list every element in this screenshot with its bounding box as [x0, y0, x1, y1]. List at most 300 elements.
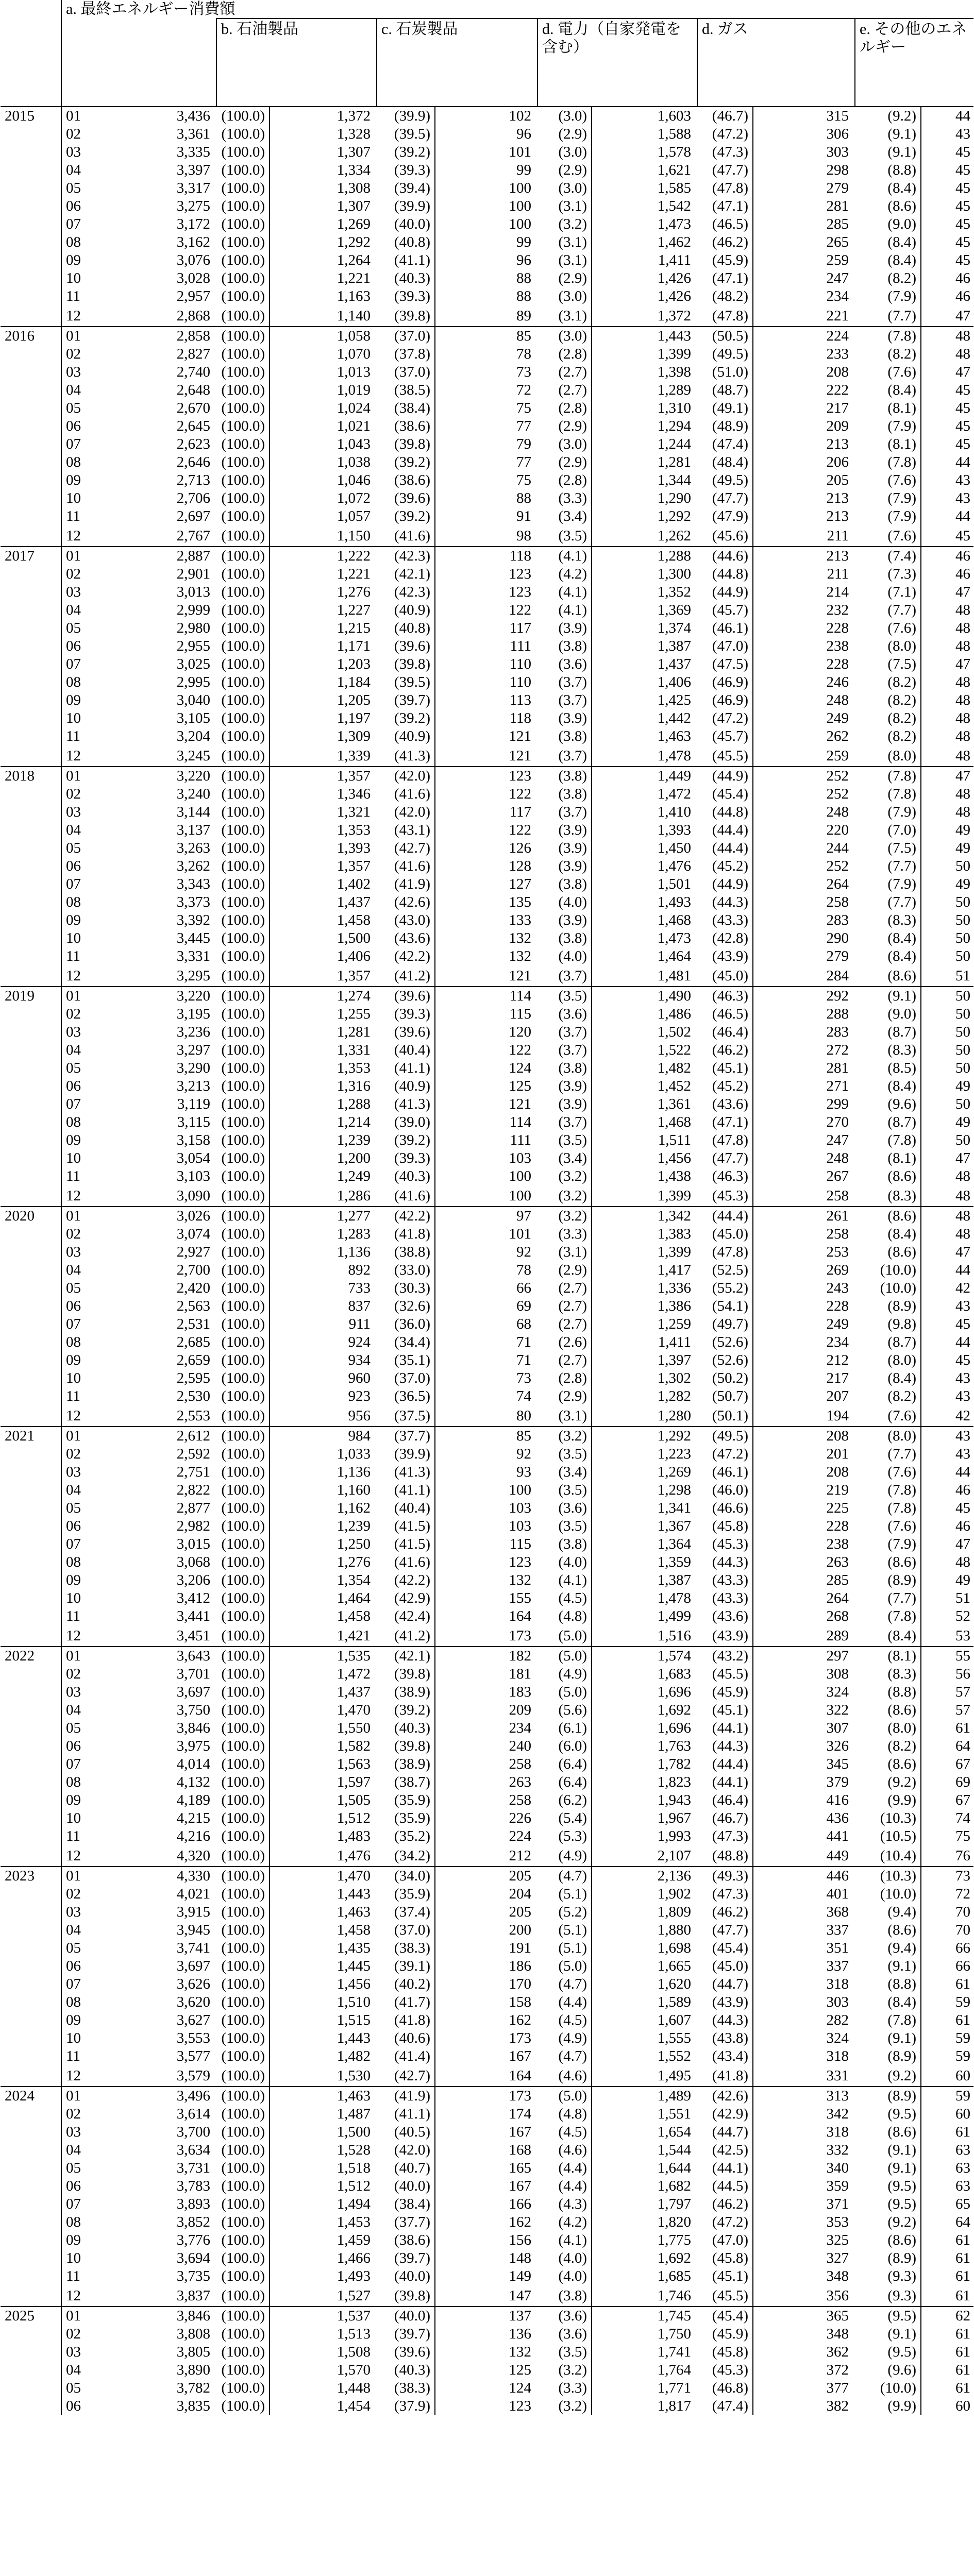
coal-share-cell: (4.6): [538, 2141, 592, 2159]
gas-value-cell: 353: [826, 2214, 849, 2230]
gas-share-cell: (8.4): [855, 947, 921, 965]
coal-share-cell: (5.3): [538, 1827, 592, 1845]
total-value-cell: 3,236: [176, 1024, 210, 1040]
coal-value-cell: 103: [509, 1500, 531, 1516]
table-row: [1, 2397, 973, 2415]
year-cell: [1, 1261, 61, 1279]
gas-value-cell: 441: [826, 1828, 849, 1844]
gas-value-cell: 290: [826, 930, 849, 946]
table-row: [1, 381, 973, 399]
total-value-cell: 3,397: [176, 162, 210, 178]
other-value-cell: 70: [955, 1922, 971, 1938]
total-value-cell: 2,868: [102, 306, 216, 327]
year-cell: [1, 417, 61, 435]
year-cell: [1, 287, 61, 306]
electricity-value-cell: 1,555: [657, 2030, 691, 2046]
electricity-value-cell: 1,387: [657, 1572, 691, 1588]
coal-share-cell: (4.1): [538, 547, 592, 565]
total-share-cell: (100.0): [216, 1041, 270, 1059]
petroleum-value-cell: 1,214: [337, 1114, 371, 1130]
gas-value-cell: 249: [826, 710, 849, 726]
total-share-cell: (100.0): [216, 1243, 270, 1261]
coal-share-cell: (4.2): [538, 2213, 592, 2231]
petroleum-share-cell: (42.2): [377, 947, 435, 965]
month-cell: 12: [61, 1185, 102, 1207]
table-row: [1, 1975, 973, 1993]
other-value-cell: 61: [955, 2344, 971, 2360]
month-cell: 10: [66, 490, 81, 506]
total-value-cell: 2,553: [102, 1405, 216, 1427]
total-share-cell: (100.0): [216, 1827, 270, 1845]
electricity-share-cell: (45.2): [697, 857, 753, 875]
electricity-value-cell: 1,463: [657, 728, 691, 744]
petroleum-share-cell: (39.7): [377, 2249, 435, 2267]
petroleum-share-cell: (39.6): [377, 489, 435, 507]
total-value-cell: 2,592: [176, 1446, 210, 1462]
total-value-cell: 3,040: [176, 692, 210, 708]
coal-value-cell: 224: [509, 1828, 531, 1844]
petroleum-share-cell: (38.8): [377, 1243, 435, 1261]
gas-share-cell: (8.6): [855, 2231, 921, 2249]
gas-share-cell: (8.1): [855, 1149, 921, 1167]
petroleum-value-cell: 1,150: [270, 526, 377, 547]
petroleum-value-cell: 1,513: [337, 2326, 371, 2342]
electricity-value-cell: 1,746: [592, 2285, 697, 2307]
other-value-cell: 47: [955, 656, 971, 672]
gas-value-cell: 228: [826, 656, 849, 672]
coal-value-cell: 132: [509, 1572, 531, 1588]
gas-share-cell: (9.1): [855, 2141, 921, 2159]
coal-value-cell: 121: [435, 745, 538, 767]
coal-share-cell: (2.9): [538, 1387, 592, 1405]
year-cell: [1, 1625, 61, 1647]
year-cell: [1, 2343, 61, 2361]
total-share-cell: (100.0): [216, 1683, 270, 1701]
table-row: [1, 1279, 973, 1297]
gas-share-cell: (8.6): [855, 197, 921, 215]
month-cell: 07: [66, 876, 81, 892]
year-cell: [1, 2029, 61, 2047]
other-value-cell: 74: [955, 1810, 971, 1826]
electricity-value-cell: 1,426: [657, 288, 691, 304]
petroleum-share-cell: (32.6): [377, 1297, 435, 1315]
table-row: [1, 1481, 973, 1499]
petroleum-share-cell: (43.6): [377, 929, 435, 947]
gas-value-cell: 205: [826, 472, 849, 488]
coal-share-cell: (3.9): [538, 619, 592, 637]
electricity-value-cell: 1,817: [657, 2398, 691, 2414]
table-row: [1, 1737, 973, 1755]
petroleum-value-cell: 1,512: [337, 1810, 371, 1826]
total-value-cell: 2,927: [176, 1244, 210, 1260]
gas-share-cell: (9.5): [855, 2343, 921, 2361]
table-row: [1, 2343, 973, 2361]
petroleum-share-cell: (38.3): [377, 1939, 435, 1957]
petroleum-value-cell: 1,466: [337, 2250, 371, 2266]
petroleum-value-cell: 1,033: [337, 1446, 371, 1462]
other-value-cell: 45: [955, 234, 971, 250]
electricity-value-cell: 1,280: [592, 1405, 697, 1427]
coal-share-cell: (4.5): [538, 2123, 592, 2141]
table-row: [1, 785, 973, 803]
gas-share-cell: (7.8): [855, 1607, 921, 1625]
gas-value-cell: 306: [826, 126, 849, 142]
table-row: [1, 2011, 973, 2029]
petroleum-value-cell: 1,563: [337, 1756, 371, 1772]
gas-value-cell: 222: [826, 382, 849, 398]
month-cell: 04: [66, 382, 81, 398]
year-cell: [1, 435, 61, 453]
electricity-value-cell: 1,522: [657, 1042, 691, 1058]
petroleum-share-cell: (41.1): [377, 1059, 435, 1077]
table-row: [1, 1077, 973, 1095]
electricity-share-cell: (43.3): [697, 1589, 753, 1607]
petroleum-value-cell: 1,458: [337, 912, 371, 928]
gas-share-cell: (9.1): [855, 143, 921, 161]
other-value-cell: 64: [955, 2214, 971, 2230]
table-row: [1, 489, 973, 507]
electricity-share-cell: (45.1): [697, 1059, 753, 1077]
gas-share-cell: (8.6): [855, 1207, 921, 1225]
other-value-cell: 46: [955, 288, 971, 304]
petroleum-share-cell: (40.6): [377, 2029, 435, 2047]
other-value-cell: 73: [955, 1868, 971, 1884]
year-cell: [1, 489, 61, 507]
gas-value-cell: 348: [826, 2326, 849, 2342]
total-value-cell: 2,999: [176, 602, 210, 618]
total-value-cell: 2,685: [176, 1334, 210, 1350]
total-value-cell: 3,741: [176, 1940, 210, 1956]
other-value-cell: 51: [921, 965, 973, 987]
total-share-cell: (100.0): [216, 2343, 270, 2361]
petroleum-share-cell: (41.6): [377, 857, 435, 875]
coal-value-cell: 100: [509, 1168, 531, 1184]
coal-share-cell: (2.9): [538, 417, 592, 435]
electricity-share-cell: (45.1): [697, 2267, 753, 2285]
year-cell: [1, 1921, 61, 1939]
electricity-value-cell: 1,797: [657, 2196, 691, 2212]
gas-value-cell: 244: [826, 840, 849, 856]
month-cell: 12: [61, 1845, 102, 1867]
table-row: [1, 1867, 973, 1885]
month-cell: 03: [66, 2124, 81, 2140]
electricity-value-cell: 1,352: [657, 584, 691, 600]
coal-value-cell: 110: [509, 674, 531, 690]
total-value-cell: 3,317: [176, 180, 210, 196]
petroleum-share-cell: (42.3): [377, 547, 435, 565]
coal-value-cell: 123: [509, 1554, 531, 1570]
year-cell: [1, 2065, 61, 2087]
petroleum-value-cell: 911: [348, 1316, 371, 1332]
total-share-cell: (100.0): [216, 1279, 270, 1297]
petroleum-share-cell: (40.3): [377, 2361, 435, 2379]
petroleum-value-cell: 1,239: [337, 1132, 371, 1148]
total-share-cell: (100.0): [216, 583, 270, 601]
gas-value-cell: 211: [827, 566, 849, 582]
coal-value-cell: 121: [509, 1096, 531, 1112]
petroleum-share-cell: (40.9): [377, 727, 435, 745]
table-row: [1, 1243, 973, 1261]
petroleum-value-cell: 1,200: [337, 1150, 371, 1166]
coal-share-cell: (3.7): [538, 673, 592, 691]
electricity-value-cell: 1,696: [657, 1684, 691, 1700]
table-row: [1, 1315, 973, 1333]
gas-share-cell: (9.2): [855, 2213, 921, 2231]
table-row: [1, 637, 973, 655]
table-row: [1, 1351, 973, 1369]
other-value-cell: 48: [955, 710, 971, 726]
other-value-cell: 76: [921, 1845, 973, 1867]
petroleum-share-cell: (38.6): [377, 2231, 435, 2249]
gas-value-cell: 259: [826, 252, 849, 268]
electricity-share-cell: (47.8): [697, 179, 753, 197]
month-cell: 09: [66, 912, 81, 928]
petroleum-share-cell: (38.7): [377, 1773, 435, 1791]
table-row: [1, 1719, 973, 1737]
petroleum-value-cell: 837: [348, 1298, 371, 1314]
other-value-cell: 49: [955, 1078, 971, 1094]
month-cell: 05: [66, 180, 81, 196]
total-share-cell: (100.0): [216, 489, 270, 507]
gas-value-cell: 416: [826, 1792, 849, 1808]
table-row: [1, 839, 973, 857]
petroleum-share-cell: (41.1): [377, 2105, 435, 2123]
gas-value-cell: 289: [753, 1625, 855, 1647]
electricity-value-cell: 1,542: [657, 198, 691, 214]
electricity-share-cell: (44.4): [697, 839, 753, 857]
total-value-cell: 3,090: [102, 1185, 216, 1207]
coal-value-cell: 75: [516, 400, 531, 416]
month-cell: 06: [66, 1518, 81, 1534]
electricity-share-cell: (49.5): [697, 345, 753, 363]
coal-value-cell: 99: [516, 162, 531, 178]
gas-value-cell: 269: [826, 1262, 849, 1278]
month-cell: 11: [66, 2048, 80, 2064]
coal-value-cell: 200: [509, 1922, 531, 1938]
petroleum-value-cell: 1,276: [337, 1554, 371, 1570]
month-cell: 09: [66, 692, 81, 708]
gas-value-cell: 298: [826, 162, 849, 178]
total-share-cell: (100.0): [216, 2249, 270, 2267]
year-cell: [1, 947, 61, 965]
petroleum-value-cell: 1,528: [337, 2142, 371, 2158]
total-share-cell: (100.0): [216, 745, 270, 767]
gas-share-cell: (8.6): [855, 2123, 921, 2141]
year-cell: [1, 125, 61, 143]
gas-value-cell: 253: [826, 1244, 849, 1260]
gas-value-cell: 261: [826, 1208, 849, 1224]
year-cell: [1, 1553, 61, 1571]
electricity-share-cell: (47.8): [697, 306, 753, 327]
month-cell: 06: [66, 1738, 81, 1754]
gas-share-cell: (10.3): [855, 1867, 921, 1885]
year-cell: [1, 161, 61, 179]
gas-share-cell: (8.6): [855, 1755, 921, 1773]
other-value-cell: 50: [955, 1042, 971, 1058]
month-cell: 03: [66, 1244, 81, 1260]
other-value-cell: 45: [921, 526, 973, 547]
electricity-value-cell: 1,302: [657, 1370, 691, 1386]
petroleum-value-cell: 1,239: [337, 1518, 371, 1534]
petroleum-value-cell: 1,458: [337, 1922, 371, 1938]
electricity-share-cell: (43.3): [697, 911, 753, 929]
total-share-cell: (100.0): [216, 547, 270, 565]
electricity-share-cell: (42.9): [697, 2105, 753, 2123]
year-cell: [1, 727, 61, 745]
gas-value-cell: 282: [826, 2012, 849, 2028]
table-row: [1, 215, 973, 233]
total-share-cell: (100.0): [216, 1149, 270, 1167]
coal-share-cell: (6.2): [538, 1791, 592, 1809]
total-share-cell: (100.0): [216, 673, 270, 691]
other-value-cell: 48: [955, 328, 971, 344]
electricity-value-cell: 1,292: [657, 1428, 691, 1444]
petroleum-share-cell: (41.5): [377, 1535, 435, 1553]
total-share-cell: (100.0): [216, 2361, 270, 2379]
petroleum-share-cell: (39.5): [377, 673, 435, 691]
electricity-value-cell: 1,410: [657, 804, 691, 820]
petroleum-value-cell: 1,339: [270, 745, 377, 767]
gas-value-cell: 264: [826, 1590, 849, 1606]
gas-value-cell: 315: [826, 108, 849, 124]
header-row-2: [1, 19, 973, 107]
electricity-value-cell: 2,107: [592, 1845, 697, 1867]
petroleum-value-cell: 1,331: [337, 1042, 371, 1058]
month-cell: 05: [66, 1720, 81, 1736]
gas-share-cell: (8.1): [855, 399, 921, 417]
other-value-cell: 43: [955, 1370, 971, 1386]
gas-share-cell: (9.0): [855, 215, 921, 233]
gas-value-cell: 228: [826, 620, 849, 636]
total-share-cell: (100.0): [216, 1517, 270, 1535]
total-share-cell: (100.0): [216, 125, 270, 143]
electricity-share-cell: (47.7): [697, 489, 753, 507]
petroleum-value-cell: 1,038: [337, 454, 371, 470]
month-cell: 07: [66, 1976, 81, 1992]
gas-share-cell: (7.9): [855, 875, 921, 893]
gas-share-cell: (9.6): [855, 2361, 921, 2379]
gas-share-cell: (8.7): [855, 1023, 921, 1041]
coal-value-cell: 174: [509, 2106, 531, 2122]
electricity-share-cell: (45.1): [697, 1701, 753, 1719]
gas-value-cell: 288: [826, 1006, 849, 1022]
total-share-cell: (100.0): [216, 821, 270, 839]
other-value-cell: 42: [955, 1280, 971, 1296]
year-cell: [1, 1113, 61, 1131]
coal-value-cell: 258: [509, 1792, 531, 1808]
coal-value-cell: 103: [509, 1150, 531, 1166]
year-cell: [1, 2379, 61, 2397]
table-row: [1, 1791, 973, 1809]
electricity-value-cell: 1,692: [657, 2250, 691, 2266]
gas-share-cell: (9.1): [855, 2325, 921, 2343]
coal-share-cell: (3.1): [538, 1243, 592, 1261]
total-value-cell: 3,074: [176, 1226, 210, 1242]
gas-value-cell: 308: [826, 1666, 849, 1682]
other-value-cell: 43: [955, 126, 971, 142]
total-value-cell: 2,530: [176, 1388, 210, 1404]
other-value-cell: 63: [955, 2160, 971, 2176]
coal-share-cell: (3.4): [538, 1149, 592, 1167]
total-share-cell: (100.0): [216, 601, 270, 619]
petroleum-share-cell: (30.3): [377, 1279, 435, 1297]
coal-value-cell: 100: [509, 1482, 531, 1498]
coal-value-cell: 240: [509, 1738, 531, 1754]
year-cell: [1, 1773, 61, 1791]
gas-value-cell: 207: [826, 1388, 849, 1404]
coal-value-cell: 205: [509, 1904, 531, 1920]
gas-share-cell: (8.4): [855, 251, 921, 269]
total-share-cell: (100.0): [216, 2325, 270, 2343]
petroleum-value-cell: 1,281: [337, 1024, 371, 1040]
other-value-cell: 45: [955, 1352, 971, 1368]
month-cell: 06: [66, 418, 81, 434]
gas-share-cell: (9.6): [855, 1095, 921, 1113]
electricity-share-cell: (44.8): [697, 565, 753, 583]
coal-value-cell: 103: [509, 1518, 531, 1534]
table-row: [1, 1921, 973, 1939]
month-cell: 12: [61, 2285, 102, 2307]
coal-share-cell: (3.6): [538, 1499, 592, 1517]
other-value-cell: 61: [955, 2362, 971, 2378]
gas-share-cell: (9.5): [855, 2195, 921, 2213]
coal-share-cell: (2.8): [538, 1369, 592, 1387]
other-value-cell: 57: [955, 1702, 971, 1718]
gas-value-cell: 318: [826, 2124, 849, 2140]
coal-share-cell: (5.1): [538, 1921, 592, 1939]
month-cell: 12: [61, 1405, 102, 1427]
table-row: [1, 821, 973, 839]
total-value-cell: 4,189: [176, 1792, 210, 1808]
month-cell: 05: [66, 2160, 81, 2176]
gas-value-cell: 258: [753, 1185, 855, 1207]
gas-value-cell: 271: [826, 1078, 849, 1094]
electricity-share-cell: (43.2): [697, 1647, 753, 1665]
electricity-value-cell: 1,764: [657, 2362, 691, 2378]
coal-value-cell: 164: [509, 1608, 531, 1624]
total-value-cell: 3,013: [176, 584, 210, 600]
total-value-cell: 3,076: [176, 252, 210, 268]
electricity-share-cell: (46.5): [697, 1005, 753, 1023]
month-cell: 06: [66, 638, 81, 654]
coal-value-cell: 114: [509, 1114, 531, 1130]
other-value-cell: 59: [955, 2030, 971, 2046]
coal-share-cell: (3.1): [538, 1405, 592, 1427]
month-cell: 01: [66, 1428, 81, 1444]
coal-share-cell: (5.1): [538, 1939, 592, 1957]
petroleum-value-cell: 733: [348, 1280, 371, 1296]
electricity-value-cell: 1,425: [657, 692, 691, 708]
table-row: [1, 453, 973, 471]
coal-value-cell: 117: [509, 620, 531, 636]
electricity-value-cell: 1,902: [657, 1886, 691, 1902]
petroleum-share-cell: (41.6): [377, 526, 435, 547]
gas-value-cell: 322: [826, 1702, 849, 1718]
total-value-cell: 2,957: [176, 288, 210, 304]
electricity-value-cell: 1,290: [657, 490, 691, 506]
total-value-cell: 2,887: [176, 548, 210, 564]
electricity-share-cell: (46.9): [697, 673, 753, 691]
petroleum-value-cell: 1,046: [337, 472, 371, 488]
electricity-share-cell: (46.2): [697, 2195, 753, 2213]
table-row: [1, 1701, 973, 1719]
petroleum-share-cell: (41.3): [377, 1095, 435, 1113]
other-value-cell: 61: [955, 1976, 971, 1992]
gas-share-cell: (10.4): [855, 1845, 921, 1867]
other-value-cell: 61: [955, 2268, 971, 2284]
coal-value-cell: 91: [516, 508, 531, 524]
gas-share-cell: (9.9): [855, 1791, 921, 1809]
